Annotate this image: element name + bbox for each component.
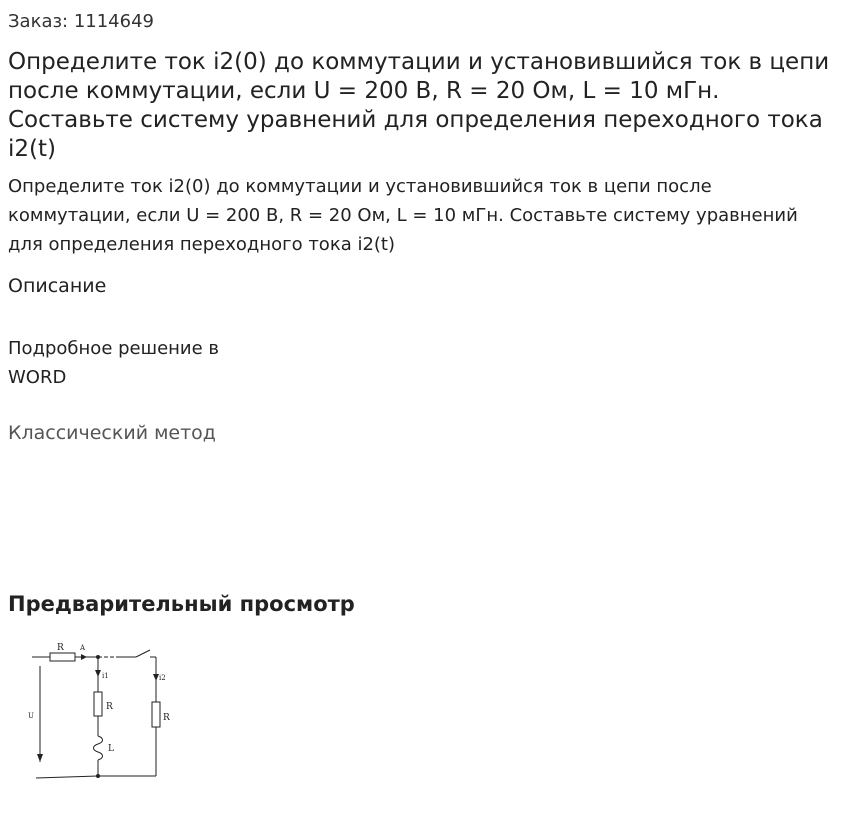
switch [136, 650, 150, 657]
current-arrow-i1 [95, 670, 101, 677]
label-r-right: R [163, 713, 170, 723]
label-r-middle: R [106, 702, 113, 712]
label-current-i2: i2 [159, 674, 166, 682]
order-number: Заказ: 1114649 [8, 11, 154, 32]
preview-heading: Предварительный просмотр [8, 592, 355, 616]
circuit-diagram-preview [22, 636, 182, 786]
label-source: U [28, 712, 34, 720]
method-text: Классический метод [8, 422, 216, 444]
wire-bottom-left [36, 776, 98, 778]
resistor-right [152, 702, 160, 727]
resistor-middle [94, 692, 102, 716]
current-arrow-top [81, 654, 87, 660]
resistor-top [50, 653, 75, 661]
label-current-i1: i1 [102, 672, 109, 680]
label-r-top: R [57, 643, 64, 653]
task-description: Определите ток i2(0) до коммутации и установившийся ток в цепи после коммутации, если U = 200 В, R = 20 Ом, L = 10 мГн. Составьте систему уравнений для определения переходного тока i2(t) [8, 176, 798, 255]
inductor-coil [94, 736, 103, 760]
page-title: Определите ток i2(0) до коммутации и установившийся ток в цепи после коммутации, если U = 200 В, R = 20 Ом, L = 10 мГн. Составьте систему уравнений для определения переходного тока i2(t) [8, 49, 830, 162]
label-inductor: L [108, 744, 114, 754]
solution-format-text: Подробное решение в WORD [8, 338, 220, 388]
label-current-a: A [80, 644, 86, 652]
source-voltage-arrow [37, 754, 43, 762]
description-section-label: Описание [8, 275, 107, 297]
